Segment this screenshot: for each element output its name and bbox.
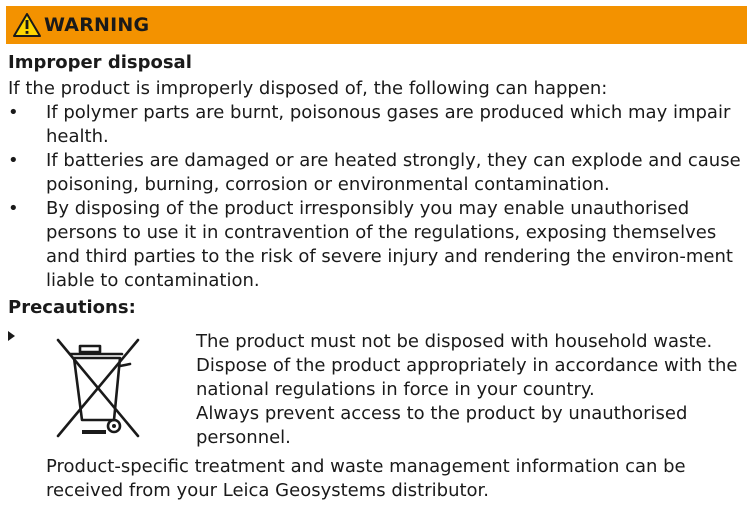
section-subtitle: Improper disposal (8, 52, 192, 73)
list-item-text: If polymer parts are burnt, poisonous gases are produced which may impair health. (46, 102, 731, 147)
list-item-text: If batteries are damaged or are heated strongly, they can explode and cause poisoning, burning, corrosion or environmental contamination. (46, 150, 741, 195)
list-item-text: By disposing of the product irresponsibly you may enable unauthorised persons to use it in contravention of the regulations, exposing themselves and third parties to the risk of severe injury and rendering the environ-ment liable to contamination. (46, 198, 733, 291)
hazard-list (8, 101, 748, 293)
warning-triangle-icon (12, 12, 42, 38)
list-item (8, 101, 748, 149)
warning-banner (6, 6, 747, 44)
bullet-dot: • (8, 198, 19, 219)
precautions-text (196, 330, 752, 450)
footer-note: Product-specific treatment and waste management information can be received from your Leica Geosystems distributor. (46, 456, 686, 501)
list-item (8, 197, 748, 293)
arrow-bullet-icon (8, 331, 15, 341)
precaution-line: Always prevent access to the product by unauthorised personnel. (196, 403, 688, 448)
banner-title: WARNING (44, 14, 150, 36)
precaution-line: Dispose of the product appropriately in accordance with the national regulations in force in your country. (196, 355, 738, 400)
list-item (8, 149, 748, 197)
crossed-out-wheelie-bin-icon (52, 336, 144, 440)
bullet-dot: • (8, 102, 19, 123)
precautions-heading: Precautions: (8, 297, 136, 318)
precaution-line: The product must not be disposed with household waste. (196, 331, 713, 352)
intro-text: If the product is improperly disposed of, the following can happen: (8, 78, 608, 99)
bullet-dot: • (8, 150, 19, 171)
